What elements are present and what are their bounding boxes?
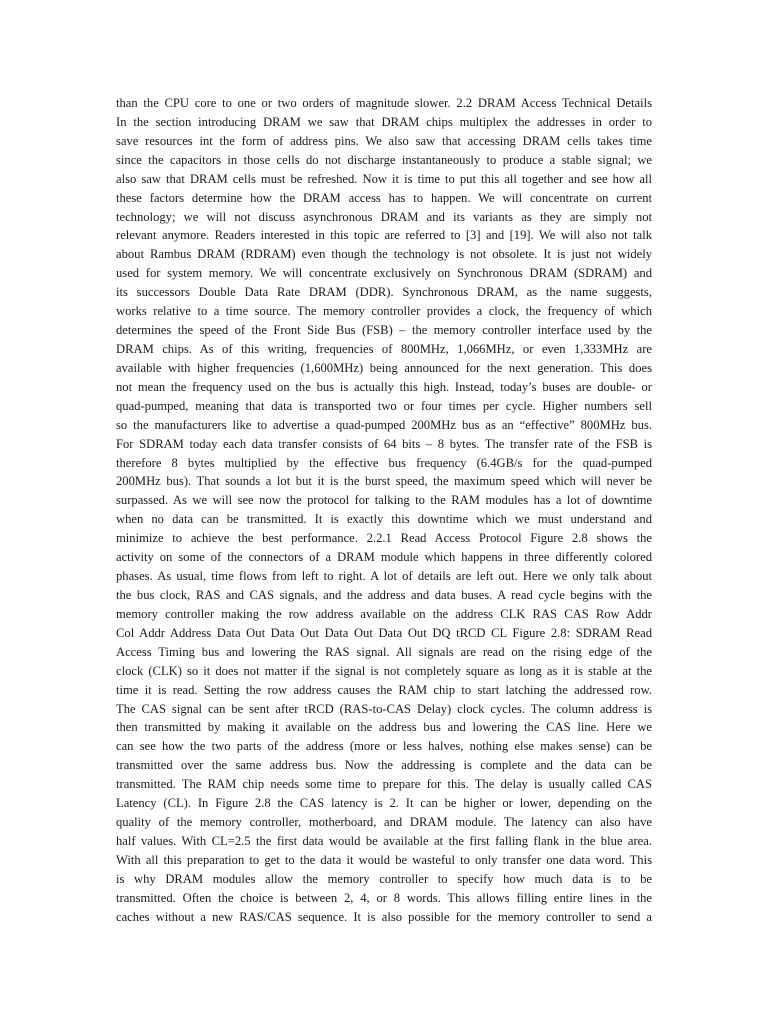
- text-line: can see how the two parts of the address (more or less halves, nothing else makes sense) can be: [116, 739, 652, 754]
- text-line: available with higher frequencies (1,600MHz) being announced for the next generation. This does: [116, 360, 652, 375]
- text-line: quad-pumped, meaning that data is transported two or four times per cycle. Higher numbers sell: [116, 398, 652, 413]
- text-line: determines the speed of the Front Side Bus (FSB) – the memory controller interface used by the: [116, 323, 652, 338]
- text-line: Latency (CL). In Figure 2.8 the CAS latency is 2. It can be higher or lower, depending on the: [116, 796, 652, 811]
- text-line: than the CPU core to one or two orders of magnitude slower. 2.2 DRAM Access Technical Details: [116, 96, 652, 110]
- text-line: surpassed. As we will see now the protocol for talking to the RAM modules has a lot of downtime: [116, 493, 652, 508]
- text-line: technology; we will not discuss asynchronous DRAM and its variants as they are simply not: [116, 209, 652, 224]
- text-line: therefore 8 bytes multiplied by the effective bus frequency (6.4GB/s for the quad-pumped: [116, 455, 652, 470]
- text-line: save resources int the form of address pins. We also saw that accessing DRAM cells takes time: [116, 133, 652, 148]
- text-line: For SDRAM today each data transfer consists of 64 bits – 8 bytes. The transfer rate of the FSB is: [116, 436, 652, 451]
- text-line: since the capacitors in those cells do not discharge instantaneously to produce a stable signal; we: [116, 152, 652, 167]
- text-line: is why DRAM modules allow the memory controller to specify how much data is to be: [116, 871, 652, 886]
- text-line: time it is read. Setting the row address causes the RAM chip to start latching the addressed row.: [116, 682, 652, 697]
- text-line: The CAS signal can be sent after tRCD (RAS-to-CAS Delay) clock cycles. The column address is: [116, 701, 652, 716]
- text-line: about Rambus DRAM (RDRAM) even though the technology is not obsolete. It is just not widely: [116, 247, 652, 262]
- text-line: works relative to a time source. The memory controller provides a clock, the frequency of which: [116, 304, 652, 319]
- text-line: With all this preparation to get to the data it would be wasteful to only transfer one data word. This: [116, 852, 652, 867]
- text-line: caches without a new RAS/CAS sequence. It is also possible for the memory controller to send a: [116, 909, 652, 924]
- text-line: Access Timing bus and lowering the RAS signal. All signals are read on the rising edge of the: [116, 644, 652, 659]
- text-line: used for system memory. We will concentrate exclusively on Synchronous DRAM (SDRAM) and: [116, 266, 652, 281]
- text-line: half values. With CL=2.5 the first data would be available at the first falling flank in the blue area.: [116, 833, 652, 848]
- text-line: minimize to achieve the best performance. 2.2.1 Read Access Protocol Figure 2.8 shows the: [116, 531, 652, 546]
- text-line: its successors Double Data Rate DRAM (DDR). Synchronous DRAM, as the name suggests,: [116, 285, 652, 300]
- text-line: then transmitted by making it available on the address bus and lowering the CAS line. Here we: [116, 720, 652, 735]
- text-line: transmitted. Often the choice is between 2, 4, or 8 words. This allows filling entire lines in the: [116, 890, 652, 905]
- text-line: so the manufacturers like to advertise a quad-pumped 200MHz bus as an “effective” 800MHz bus.: [116, 417, 652, 432]
- text-line: transmitted. The RAM chip needs some time to prepare for this. The delay is usually called CAS: [116, 777, 652, 792]
- text-line: not mean the frequency used on the bus is actually this high. Instead, today’s buses are double- or: [116, 379, 652, 394]
- text-line: Col Addr Address Data Out Data Out Data Out Data Out DQ tRCD CL Figure 2.8: SDRAM Read: [116, 625, 652, 640]
- text-line: 200MHz bus). That sounds a lot but it is the burst speed, the maximum speed which will never be: [116, 474, 652, 489]
- text-line: these factors determine how the DRAM access has to happen. We will concentrate on current: [116, 190, 652, 205]
- text-line: the bus clock, RAS and CAS signals, and the address and data buses. A read cycle begins with the: [116, 587, 652, 602]
- text-line: memory controller making the row address available on the address CLK RAS CAS Row Addr: [116, 606, 652, 621]
- text-line: In the section introducing DRAM we saw that DRAM chips multiplex the addresses in order to: [116, 114, 652, 129]
- text-line: transmitted over the same address bus. Now the addressing is complete and the data can be: [116, 758, 652, 773]
- text-line: also saw that DRAM cells must be refreshed. Now it is time to put this all together and see how all: [116, 171, 652, 186]
- text-line: clock (CLK) so it does not matter if the signal is not completely square as long as it is stable at the: [116, 663, 652, 678]
- text-line: phases. As usual, time flows from left to right. A lot of details are left out. Here we only talk about: [116, 569, 652, 584]
- text-line: when no data can be transmitted. It is exactly this downtime which we must understand and: [116, 512, 652, 527]
- text-line: quality of the memory controller, motherboard, and DRAM module. The latency can also have: [116, 815, 652, 830]
- text-line: relevant anymore. Readers interested in this topic are referred to [3] and [19]. We will also not talk: [116, 228, 652, 243]
- text-line: activity on some of the connectors of a DRAM module which happens in three differently colored: [116, 550, 652, 565]
- body-text: [116, 94, 652, 927]
- text-line: DRAM chips. As of this writing, frequencies of 800MHz, 1,066MHz, or even 1,333MHz are: [116, 341, 652, 356]
